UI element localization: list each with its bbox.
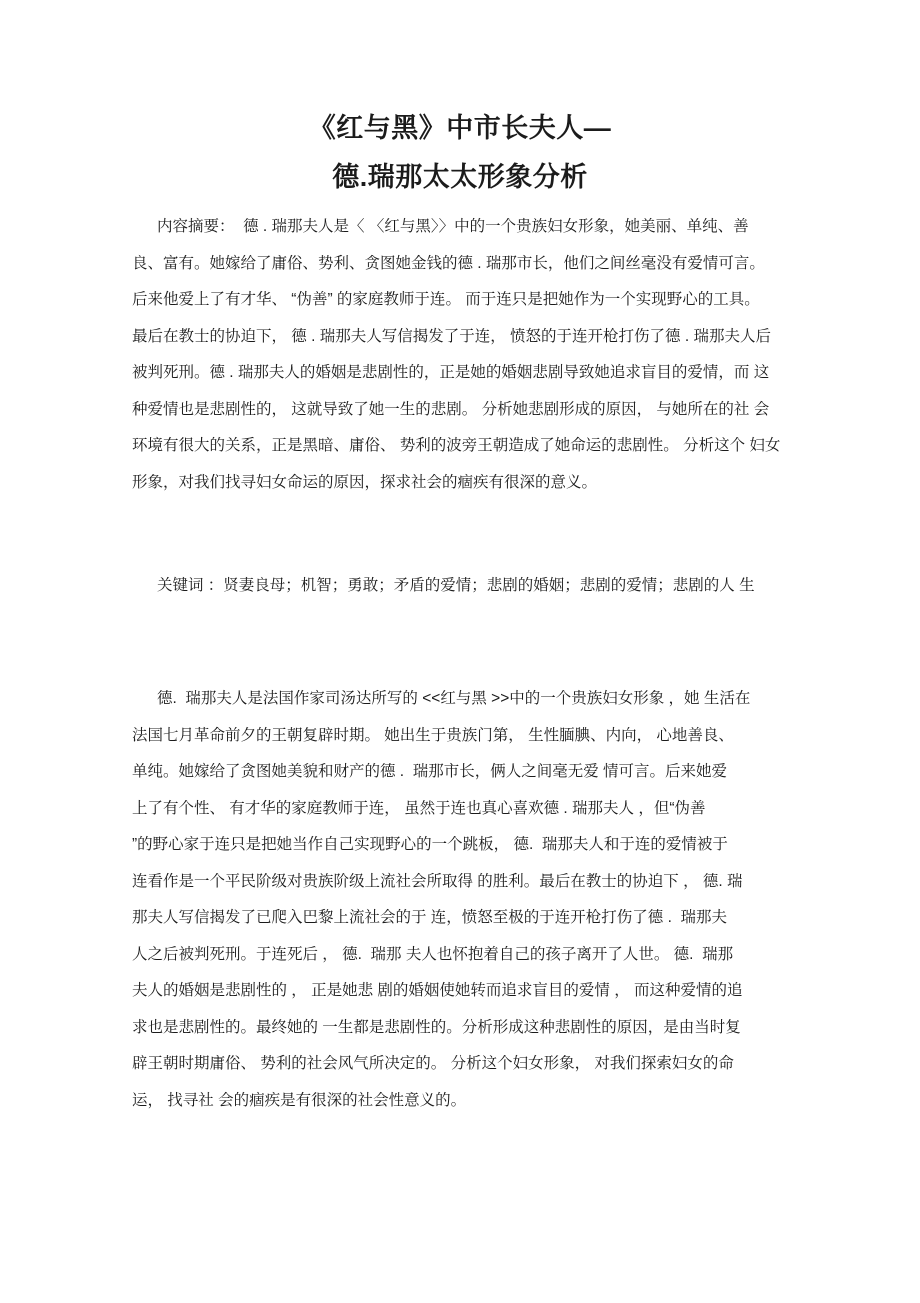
body-line: ”的野心家于连只是把她当作自己实现野心的一个跳板， 德. 瑞那夫人和于连的爱情被于: [132, 836, 728, 853]
body-line: 辟王朝时期庸俗、 势利的社会风气所决定的。 分析这个妇女形象， 对我们探索妇女的命: [132, 1055, 734, 1072]
body-line: 人之后被判死刑。于连死后 ， 德. 瑞那 夫人也怀抱着自己的孩子离开了人世。 德. 瑞那: [132, 945, 734, 963]
abstract-line: 最后在教士的协迫下， 德 . 瑞那夫人写信揭发了于连， 愤怒的于连开枪打伤了德 . 瑞那夫人后: [132, 327, 771, 345]
body-line: 夫人的婚姻是悲剧性的 ， 正是她悲 剧的婚姻使她转而追求盲目的爱情 ， 而这种爱情的追: [132, 982, 743, 999]
body-line: 那夫人写信揭发了已爬入巴黎上流社会的于 连，愤怒至极的于连开枪打伤了德 . 瑞那夫: [132, 909, 728, 926]
abstract-line: 种爱情也是悲剧性的， 这就导致了她一生的悲剧。 分析她悲剧形成的原因， 与她所在的社 会: [132, 400, 770, 418]
title-line-1: 《红与黑》中市长夫人—: [308, 113, 612, 143]
title-line-2: 德.瑞那太太形象分析: [332, 162, 588, 192]
body-line: 德. 瑞那夫人是法国作家司汤达所写的 <<红与黑 >>中的一个贵族妇女形象 ，她 生活在: [157, 690, 751, 707]
abstract-line: 形象，对我们找寻妇女命运的原因，探求社会的痼疾有很深的意义。: [132, 473, 598, 491]
body-line: 单纯。她嫁给了贪图她美貌和财产的德 . 瑞那市长，俩人之间毫无爱 情可言。后来她爱: [132, 763, 728, 780]
body-paragraph: [132, 681, 818, 1119]
abstract-line: 后来他爱上了有才华、 “伪善” 的家庭教师于连。 而于连只是把她作为一个实现野心的工具。: [132, 291, 760, 308]
body-line: 求也是悲剧性的。最终她的 一生都是悲剧性的。分析形成这种悲剧性的原因，是由当时复: [132, 1018, 741, 1036]
abstract-line: 环境有很大的关系，正是黑暗、庸俗、 势利的波旁王朝造成了她命运的悲剧性。 分析这个 妇女: [132, 437, 781, 454]
body-line: 运， 找寻社 会的痼疾是有很深的社会性意义的。: [132, 1091, 467, 1109]
body-line: 法国七月革命前夕的王朝复辟时期。 她出生于贵族门第， 生性腼腆、内向， 心地善良、: [132, 726, 734, 744]
abstract-line: 良、富有。她嫁给了庸俗、势利、贪图她金钱的德 . 瑞那市长，他们之间丝毫没有爱情可言。: [132, 254, 765, 272]
body-line: 连看作是一个平民阶级对贵族阶级上流社会所取得 的胜利。最后在教士的协迫下 ， 德. 瑞: [132, 872, 743, 890]
abstract-paragraph: [132, 209, 818, 501]
body-line: 上了有个性、 有才华的家庭教师于连， 虽然于连也真心喜欢德 . 瑞那夫人 ，但“伪善: [132, 799, 706, 817]
keywords-line: 关键词 ：贤妻良母；机智；勇敢；矛盾的爱情；悲剧的婚姻；悲剧的爱情；悲剧的人 生: [157, 577, 755, 594]
abstract-line: 内容摘要： 德 . 瑞那夫人是〈 〈红与黑〉〉中的一个贵族妇女形象，她美丽、单纯、善: [157, 218, 749, 235]
document-title: [0, 104, 920, 202]
abstract-line: 被判死刑。德 . 瑞那夫人的婚姻是悲剧性的，正是她的婚姻悲剧导致她追求盲目的爱情，而 这: [132, 364, 770, 381]
keywords-paragraph: [132, 568, 818, 605]
